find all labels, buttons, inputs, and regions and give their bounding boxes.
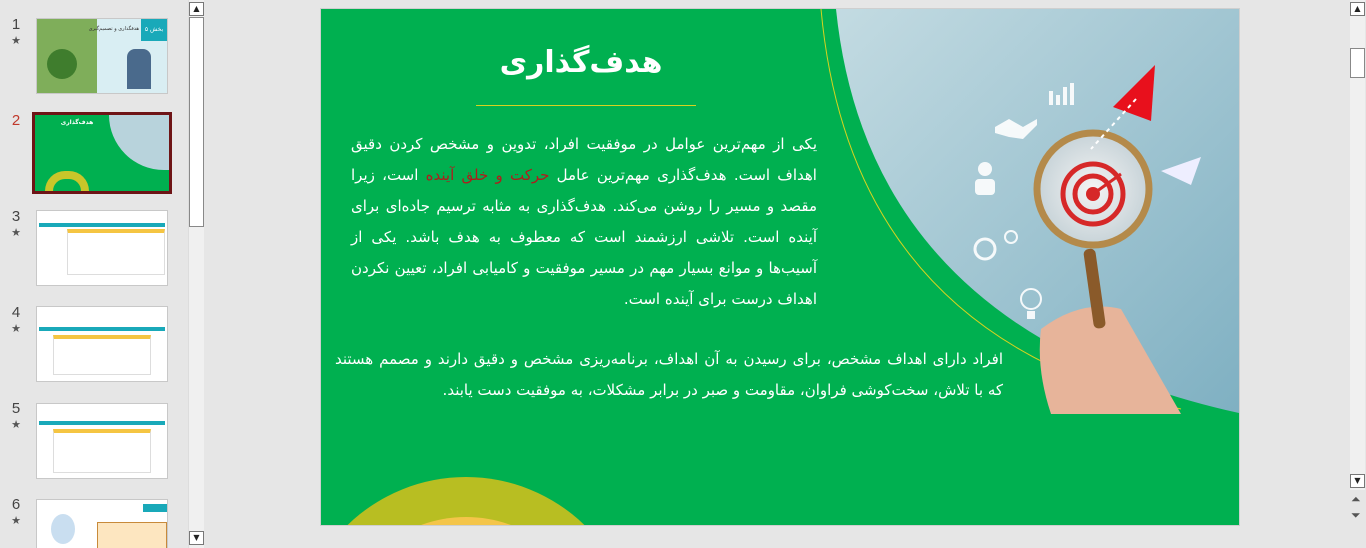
thumb-character-image bbox=[127, 49, 151, 89]
slide-number: 1 bbox=[11, 16, 21, 33]
animation-star-icon: ★ bbox=[11, 322, 21, 335]
scroll-down-button[interactable]: ▼ bbox=[189, 531, 204, 545]
thumb-photo bbox=[109, 115, 169, 170]
p1-text: یکی از مهم‌ترین عوامل در موفقیت افراد، تدوین و مشخص کردن دقیق اهداف است. هدف‌گذاری مهم‌ترین عامل bbox=[351, 135, 817, 184]
slide-canvas[interactable] bbox=[320, 8, 1240, 526]
previous-slide-button[interactable]: ⏶ bbox=[1351, 492, 1361, 506]
slide-thumbnail-6[interactable] bbox=[36, 499, 168, 548]
p1-highlight: حرکت و خلق آینده bbox=[425, 166, 550, 184]
animation-star-icon: ★ bbox=[11, 226, 21, 239]
slide-number: 3 bbox=[11, 208, 21, 225]
slide-thumbnail-panel bbox=[0, 0, 188, 548]
animation-star-icon: ★ bbox=[11, 514, 21, 527]
thumb-title: هدفگذاری و تصمیم‌گیری bbox=[88, 26, 139, 32]
p1-text-end: است، زیرا مقصد و مسیر را روشن می‌کند. هدف‌گذاری به مثابه ترسیم جاده‌ای برای آینده است. تلاشی ارزشمند است که معطوف به هدف باشد. یکی از آسیب‌ها و موانع بسیار مهم در مسیر موفقیت و کامیابی افراد، تعیین نکردن اهداف درست برای آینده است. bbox=[351, 166, 817, 308]
slide-thumbnail-5[interactable] bbox=[36, 403, 168, 479]
scrollbar-thumb[interactable] bbox=[1350, 48, 1365, 78]
animation-star-icon: ★ bbox=[11, 418, 21, 431]
scrollbar-thumb[interactable] bbox=[189, 17, 204, 227]
slide-title[interactable]: هدف‌گذاری bbox=[499, 45, 663, 80]
title-underline bbox=[476, 105, 696, 106]
slide-number: 5 bbox=[11, 400, 21, 417]
animation-star-icon: ★ bbox=[11, 34, 21, 47]
scroll-up-button[interactable]: ▲ bbox=[1350, 2, 1365, 16]
thumb-title: هدف‌گذاری bbox=[60, 119, 94, 126]
scroll-up-button[interactable]: ▲ bbox=[189, 2, 204, 16]
slide-thumbnail-1[interactable] bbox=[36, 18, 168, 94]
slide-thumbnail-3[interactable] bbox=[36, 210, 168, 286]
body-paragraph-2[interactable]: افراد دارای اهداف مشخص، برای رسیدن به آن اهداف، برنامه‌ریزی مشخص و دقیق دارند و مصمم هستند که با تلاش، سخت‌کوشی فراوان، مقاومت و صبر در برابر مشکلات، به موفقیت دست یابند. bbox=[335, 350, 1003, 399]
slide-number: 6 bbox=[11, 496, 21, 513]
slide-thumbnail-4[interactable] bbox=[36, 306, 168, 382]
body-paragraph-1[interactable] bbox=[351, 129, 817, 315]
slide-thumbnail-2[interactable] bbox=[32, 112, 172, 194]
slide-number: 2 bbox=[11, 112, 21, 129]
scroll-down-button[interactable]: ▼ bbox=[1350, 474, 1365, 488]
chart-icon bbox=[1049, 91, 1053, 105]
person-icon bbox=[978, 162, 992, 176]
next-slide-button[interactable]: ⏷ bbox=[1351, 508, 1361, 522]
slide-number: 4 bbox=[11, 304, 21, 321]
thumb-badge: بخش ۵ bbox=[141, 19, 167, 41]
thumbnail-scrollbar[interactable] bbox=[188, 0, 204, 548]
thumb-plant-image bbox=[47, 49, 77, 79]
slide-scrollbar[interactable] bbox=[1349, 0, 1366, 548]
thumb-ring bbox=[45, 171, 89, 191]
